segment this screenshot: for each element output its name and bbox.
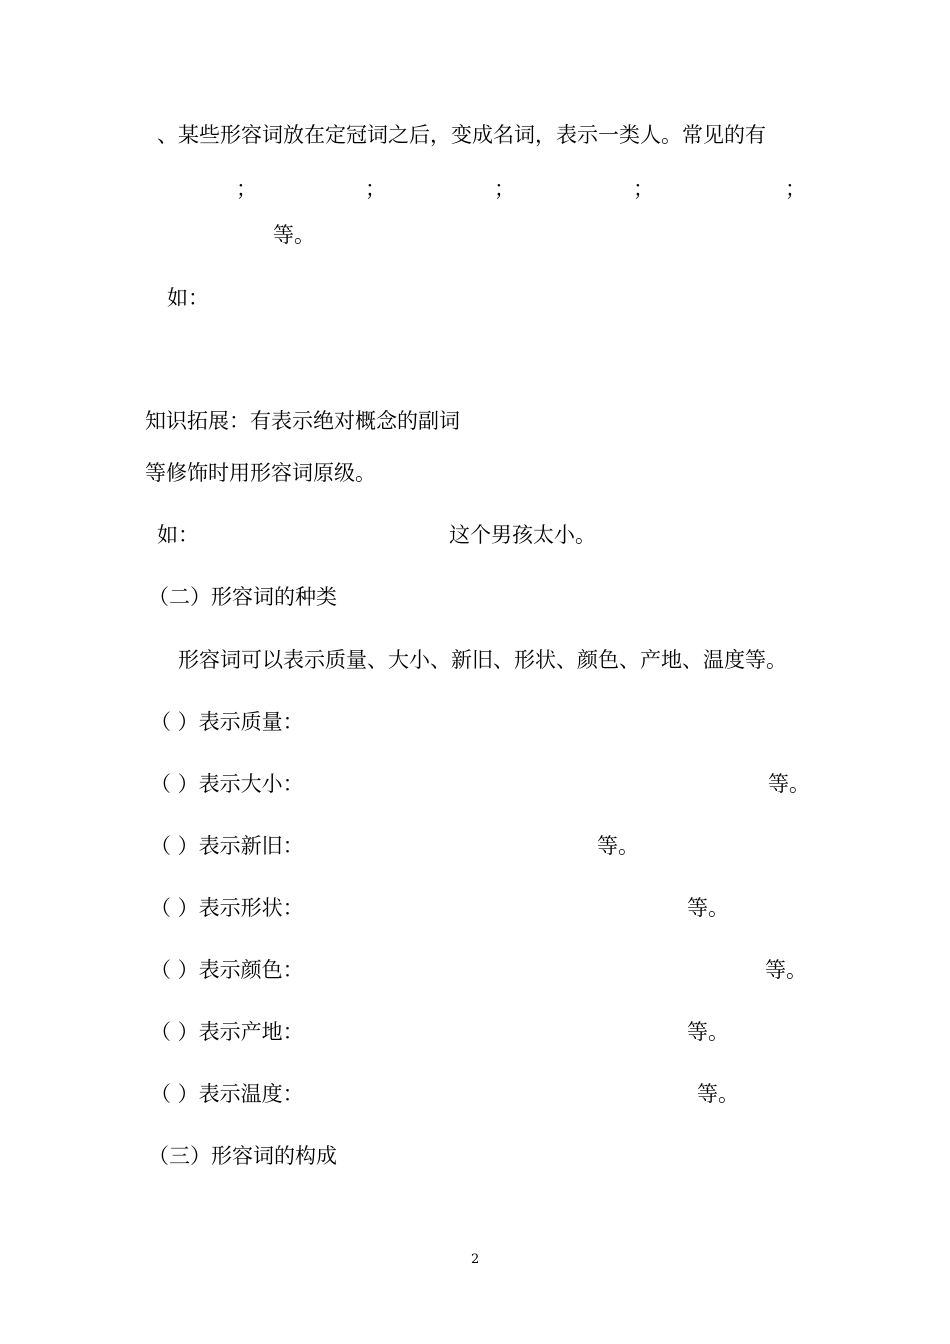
intro-deng-end: 等。 — [273, 223, 315, 247]
intro-semicolon-5: ； — [785, 177, 806, 201]
category-item-origin-suffix: 等。 — [687, 1020, 729, 1044]
knowledge-line-2: 等修饰时用形容词原级。 — [145, 461, 376, 485]
knowledge-example-translation: 这个男孩太小。 — [449, 523, 596, 547]
intro-semicolon-1: ； — [236, 177, 257, 201]
intro-semicolon-2: ； — [365, 177, 386, 201]
knowledge-line-1: 知识拓展：有表示绝对概念的副词 — [145, 409, 460, 433]
category-item-temperature-suffix: 等。 — [697, 1082, 739, 1106]
category-item-origin: （ ）表示产地： — [150, 1020, 304, 1044]
section2-intro: 形容词可以表示质量、大小、新旧、形状、颜色、产地、温度等。 — [178, 648, 787, 672]
intro-semicolon-3: ； — [494, 177, 515, 201]
intro-semicolon-4: ； — [633, 177, 654, 201]
category-item-shape-suffix: 等。 — [687, 896, 729, 920]
category-item-temperature: （ ）表示温度： — [150, 1082, 304, 1106]
page-number: 2 — [471, 1252, 480, 1267]
section3-heading: （三）形容词的构成 — [148, 1144, 337, 1168]
knowledge-ru-label: 如： — [157, 523, 199, 547]
category-item-shape: （ ）表示形状： — [150, 896, 304, 920]
category-item-age-suffix: 等。 — [597, 834, 639, 858]
category-item-age: （ ）表示新旧： — [150, 834, 304, 858]
section2-heading: （二）形容词的种类 — [148, 585, 337, 609]
category-item-color: （ ）表示颜色： — [150, 958, 304, 982]
intro-line-1: 、某些形容词放在定冠词之后，变成名词，表示一类人。常见的有 — [157, 123, 766, 147]
intro-ru-label: 如： — [167, 286, 209, 310]
category-item-quality: （ ）表示质量： — [150, 710, 304, 734]
category-item-color-suffix: 等。 — [765, 958, 807, 982]
category-item-size: （ ）表示大小： — [150, 772, 304, 796]
category-item-size-suffix: 等。 — [768, 772, 810, 796]
